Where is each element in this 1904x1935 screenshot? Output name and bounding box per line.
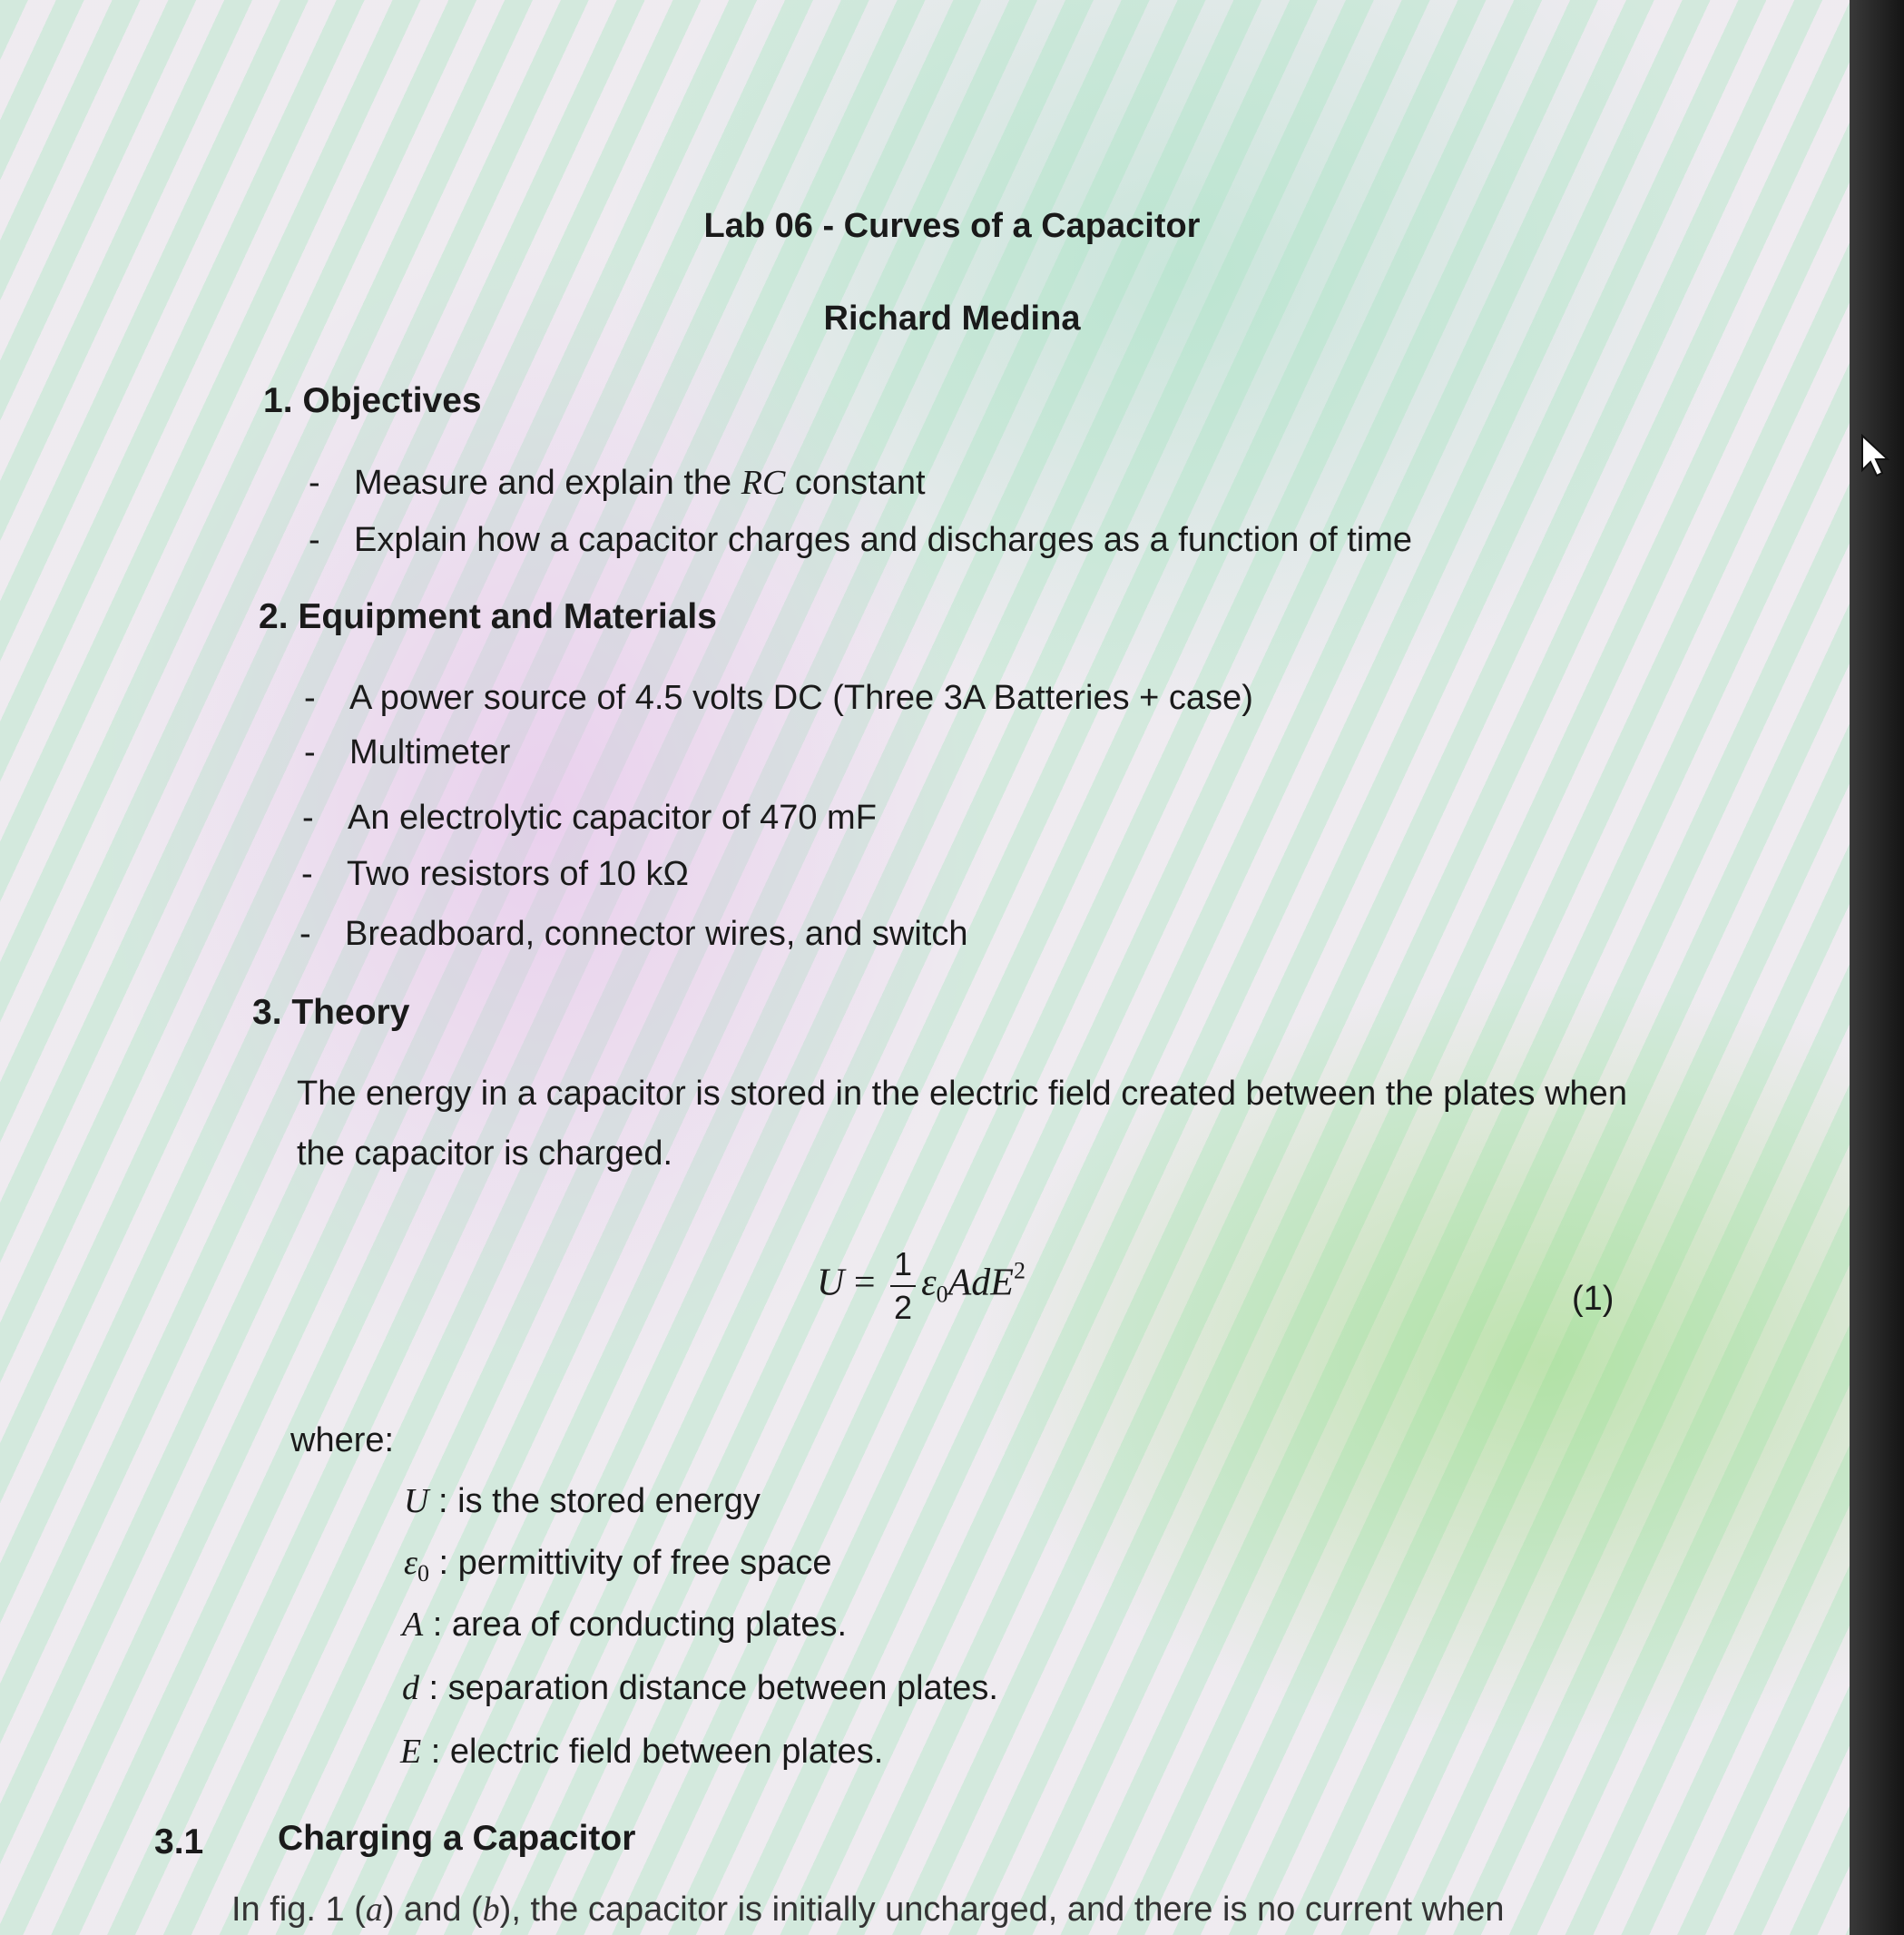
equipment-item: - A power source of 4.5 volts DC (Three 3A Batteries + case) — [304, 679, 1253, 717]
equation-fraction: $\frac{1}{2}$ — [890, 1243, 916, 1329]
equation-number: (1) — [1572, 1280, 1614, 1318]
section-heading-theory: 3. Theory — [252, 993, 410, 1032]
subsection-heading-charging: Charging a Capacitor — [278, 1819, 636, 1858]
equipment-item: - Breadboard, connector wires, and switch — [299, 915, 968, 953]
bullet-dash: - — [309, 521, 320, 559]
mouse-pointer-icon — [1859, 434, 1895, 479]
energy-equation: U = $\frac{1}{2}$ $\varepsilon_0AdE^2$ — [817, 1243, 1026, 1329]
document-author: Richard Medina — [823, 300, 1081, 338]
definition-item: $\varepsilon_0$ : permittivity of free space — [404, 1544, 832, 1586]
document-title: Lab 06 - Curves of a Capacitor — [703, 207, 1201, 245]
equipment-item: - Two resistors of 10 kΩ — [301, 855, 689, 893]
definition-item: U : is the stored energy — [404, 1482, 761, 1520]
section-heading-objectives: 1. Objectives — [263, 381, 482, 420]
monitor-bezel — [1850, 0, 1904, 1935]
where-label: where: — [290, 1421, 395, 1459]
theory-paragraph-line: The energy in a capacitor is stored in the electric field created between the plates when — [297, 1075, 1627, 1113]
theory-paragraph-line: the capacitor is charged. — [297, 1134, 673, 1173]
definition-item: d : separation distance between plates. — [402, 1669, 998, 1707]
cutoff-paragraph-line: In fig. 1 (a) and (b), the capacitor is initially uncharged, and there is no current when — [231, 1891, 1505, 1929]
definition-item: E : electric field between plates. — [400, 1733, 884, 1771]
equipment-item: - An electrolytic capacitor of 470 mF — [302, 799, 877, 837]
objective-item: - Measure and explain the RC constant — [309, 464, 926, 502]
subsection-number: 3.1 — [154, 1822, 204, 1861]
equipment-item: - Multimeter — [304, 733, 511, 771]
section-heading-equipment: 2. Equipment and Materials — [259, 597, 717, 636]
objective-item: - Explain how a capacitor charges and discharges as a function of time — [309, 521, 1412, 559]
bullet-dash: - — [309, 464, 320, 502]
definition-item: A : area of conducting plates. — [402, 1606, 848, 1644]
